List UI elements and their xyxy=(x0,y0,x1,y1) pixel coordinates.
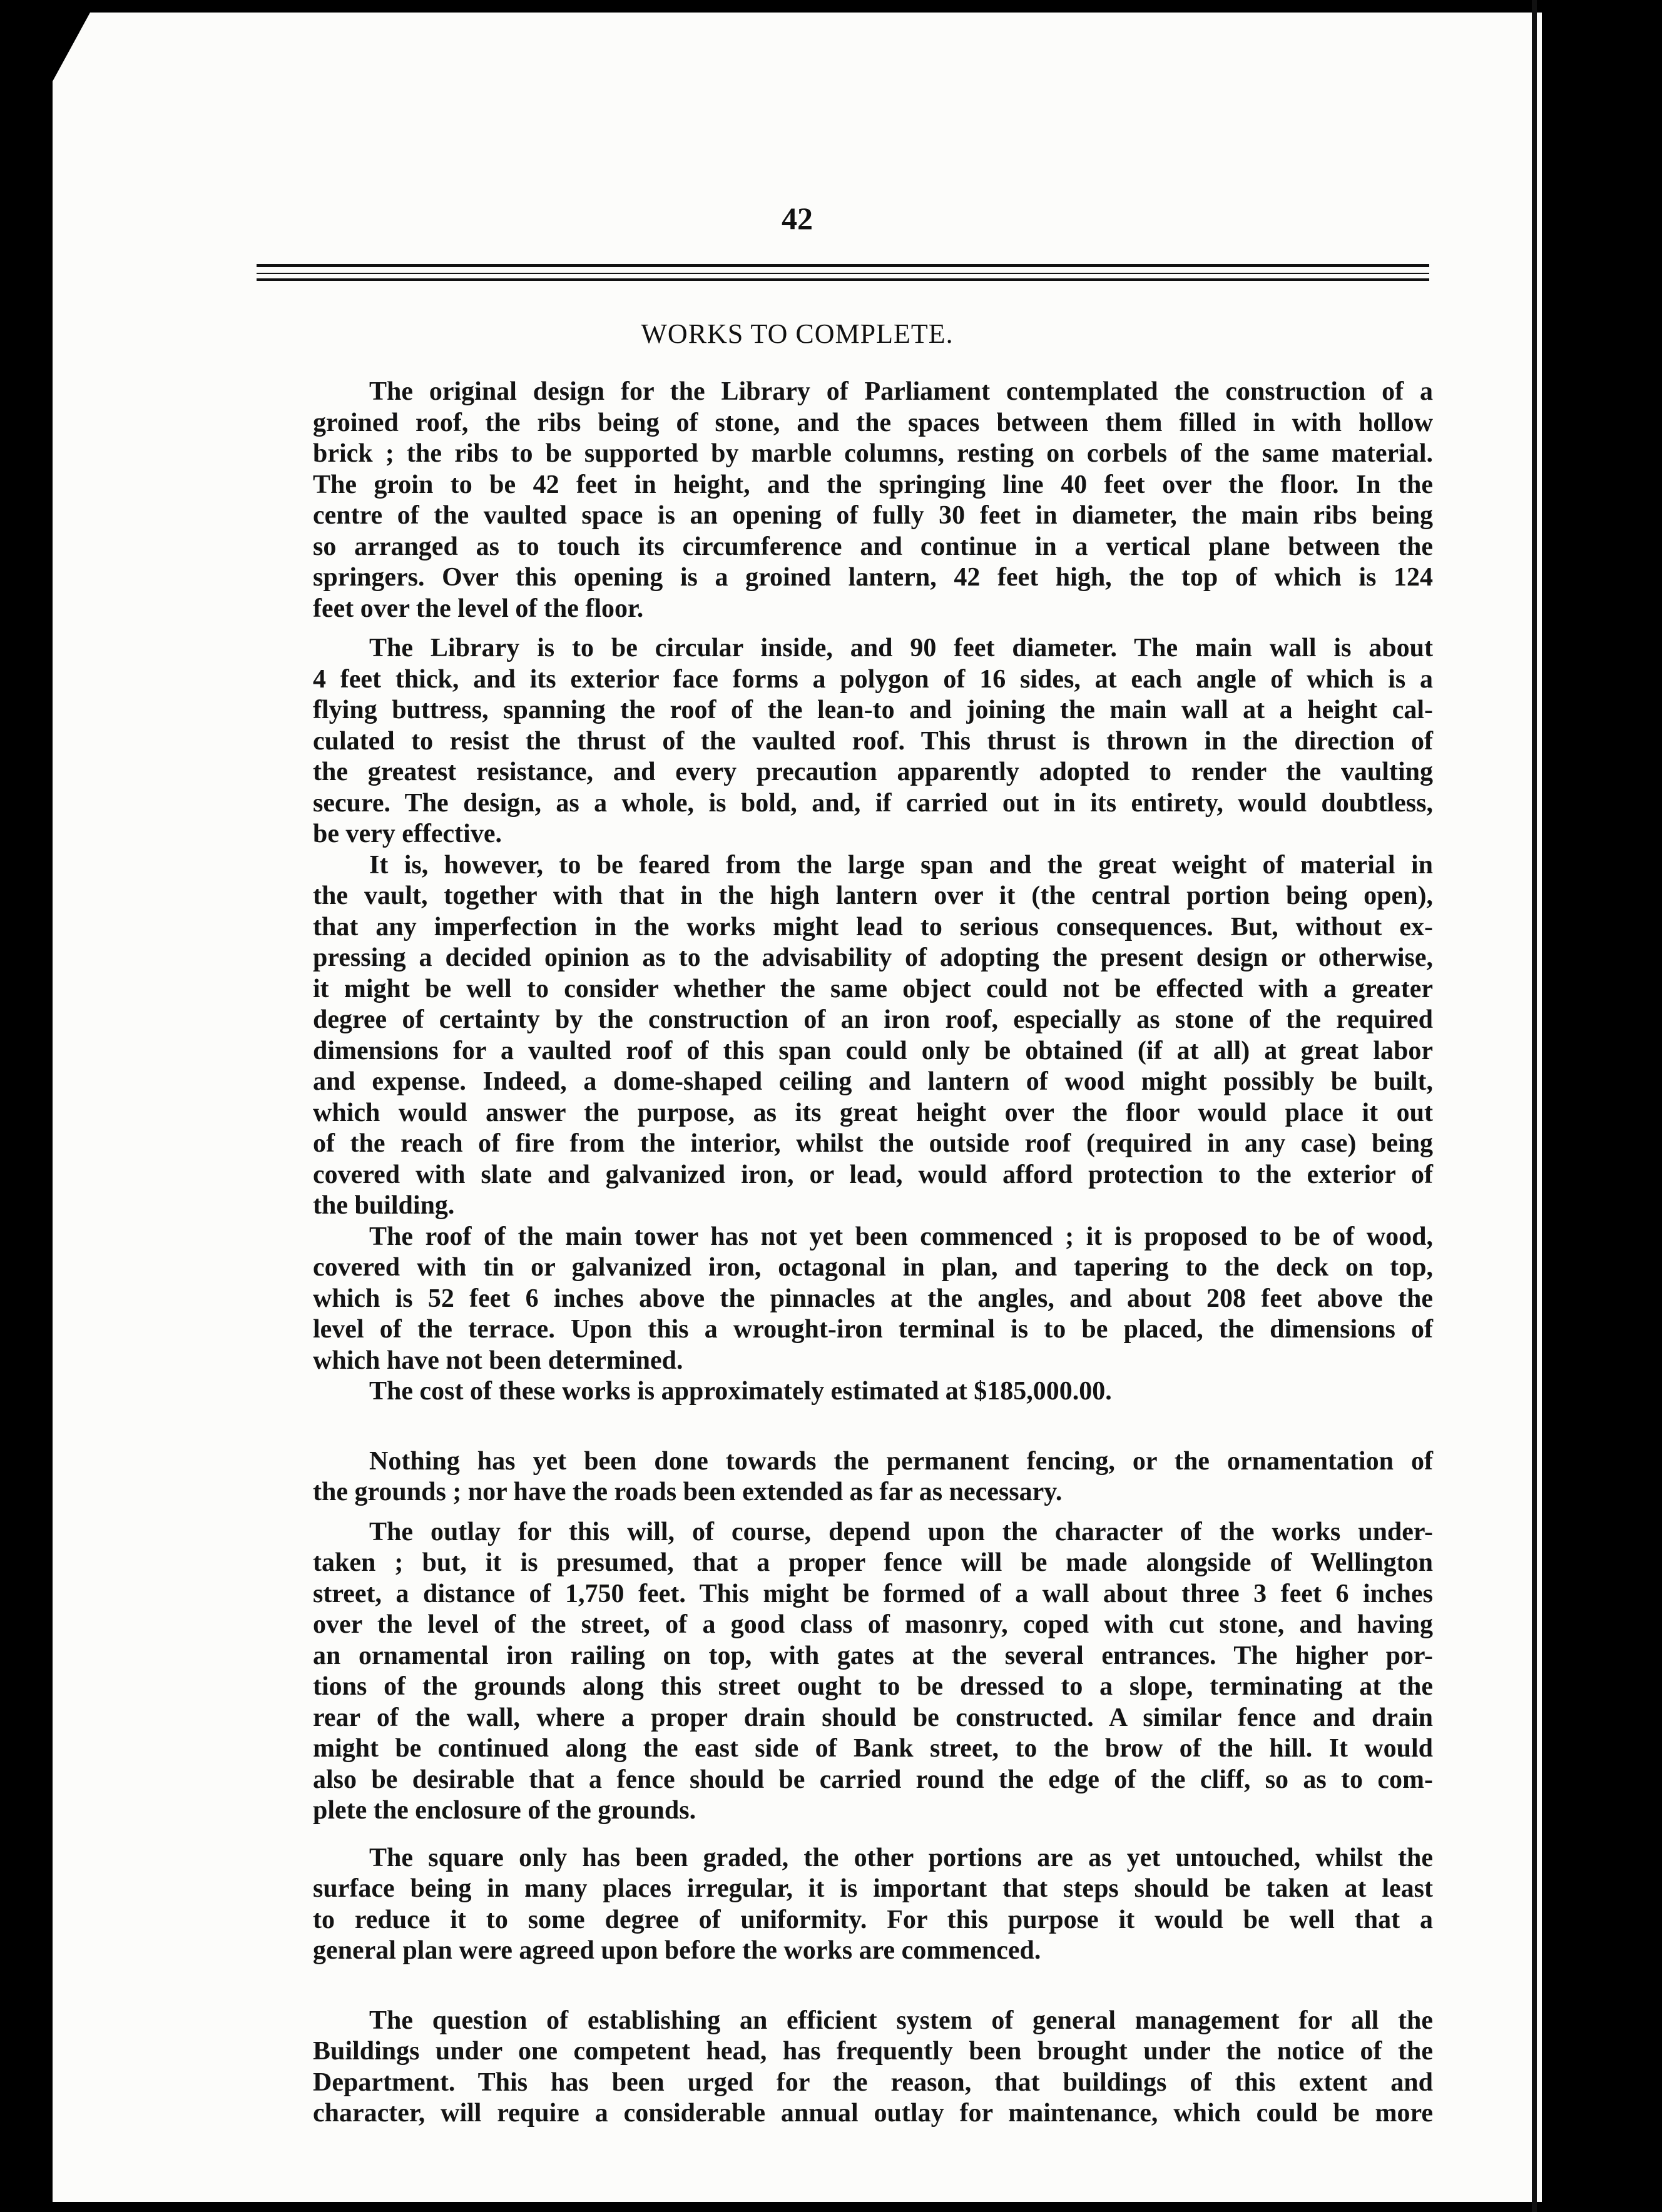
paragraph-cost-estimate xyxy=(257,1376,1433,1408)
text-line: which have not been determined. xyxy=(313,1346,683,1375)
text-line: 4 feet thick, and its exterior face forms a polygon of 16 sides, at each angle of which is a xyxy=(313,664,1433,694)
text-line: the greatest resistance, and every precaution apparently adopted to render the vaulting xyxy=(313,758,1433,786)
text-line: the building. xyxy=(313,1191,455,1220)
text-line: might be continued along the east side of Bank street, to the brow of the hill. It would xyxy=(313,1734,1433,1763)
text-line: also be desirable that a fence should be carried round the edge of the cliff, so as to com- xyxy=(313,1765,1433,1794)
text-line: brick ; the ribs to be supported by marble columns, resting on corbels of the same material. xyxy=(313,439,1433,468)
paragraph-library-walls xyxy=(257,633,1433,850)
text-line: taken ; but, it is presumed, that a proper fence will be made alongside of Wellington xyxy=(313,1548,1433,1577)
text-line: Buildings under one competent head, has frequently been brought under the notice of the xyxy=(313,2037,1433,2066)
text-line: plete the enclosure of the grounds. xyxy=(313,1796,696,1825)
text-line: culated to resist the thrust of the vaulted roof. This thrust is thrown in the direction of xyxy=(313,726,1433,756)
text-line: The Library is to be circular inside, and 90 feet diameter. The main wall is about xyxy=(369,634,1433,662)
paragraph-iron-roof xyxy=(257,850,1433,1222)
page-number: 42 xyxy=(782,201,813,236)
header-rule xyxy=(257,264,1429,267)
text-line: Nothing has yet been done towards the permanent fencing, or the ornamentation of xyxy=(369,1446,1433,1476)
text-line: be very effective. xyxy=(313,819,502,848)
text-line: The question of establishing an efficient system of general management for all the xyxy=(369,2006,1433,2035)
text-line: and expense. Indeed, a dome-shaped ceiling and lantern of wood might possibly be built, xyxy=(313,1067,1433,1096)
scan-border xyxy=(1542,0,1662,2212)
text-line: groined roof, the ribs being of stone, and the spaces between them filled in with hollow xyxy=(313,408,1433,437)
text-line: pressing a decided opinion as to the advisability of adopting the present design or otherwise, xyxy=(313,943,1433,972)
paragraph-library-roof xyxy=(257,377,1433,624)
text-line: which is 52 feet 6 inches above the pinnacles at the angles, and about 208 feet above the xyxy=(313,1284,1433,1313)
paragraph-grading xyxy=(257,1843,1433,1967)
text-line: to reduce it to some degree of uniformity. For this purpose it would be well that a xyxy=(313,1905,1433,1934)
paragraph-management xyxy=(257,2006,1433,2129)
text-line: The square only has been graded, the other portions are as yet untouched, whilst the xyxy=(369,1843,1433,1872)
text-line: street, a distance of 1,750 feet. This might be formed of a wall about three 3 feet 6 inches xyxy=(313,1579,1433,1608)
text-line: the vault, together with that in the high lantern over it (the central portion being open), xyxy=(313,881,1433,910)
text-line: surface being in many places irregular, it is important that steps should be taken at least xyxy=(313,1874,1433,1903)
text-line: The groin to be 42 feet in height, and the springing line 40 feet over the floor. In the xyxy=(313,470,1433,499)
text-line: that any imperfection in the works might lead to serious consequences. But, without ex- xyxy=(313,912,1433,941)
text-line: The outlay for this will, of course, depend upon the character of the works under- xyxy=(369,1517,1433,1546)
text-line: character, will require a considerable annual outlay for maintenance, which could be more xyxy=(313,2099,1433,2128)
header-rule-thin xyxy=(257,273,1429,274)
text-line: degree of certainty by the construction of an iron roof, especially as stone of the required xyxy=(313,1005,1433,1034)
scan-edge-line xyxy=(1532,0,1537,2212)
text-line: over the level of the street, of a good class of masonry, coped with cut stone, and having xyxy=(313,1610,1433,1639)
text-line: tions of the grounds along this street ought to be dressed to a slope, terminating at the xyxy=(313,1672,1433,1701)
text-line: rear of the wall, where a proper drain should be constructed. A similar fence and drain xyxy=(313,1703,1433,1732)
text-line: level of the terrace. Upon this a wrought-iron terminal is to be placed, the dimensions of xyxy=(313,1315,1433,1344)
text-line: centre of the vaulted space is an opening of fully 30 feet in diameter, the main ribs being xyxy=(313,501,1433,530)
text-line: feet over the level of the floor. xyxy=(313,594,644,623)
paragraph-fencing xyxy=(257,1446,1433,1508)
text-line: so arranged as to touch its circumference and continue in a vertical plane between the xyxy=(313,532,1433,561)
text-line: of the reach of fire from the interior, whilst the outside roof (required in any case) being xyxy=(313,1129,1433,1158)
text-line: an ornamental iron railing on top, with gates at the several entrances. The higher por- xyxy=(313,1641,1433,1670)
text-line: it might be well to consider whether the same object could not be effected with a greater xyxy=(313,974,1433,1003)
text-line: flying buttress, spanning the roof of the lean-to and joining the main wall at a height cal- xyxy=(313,696,1433,724)
text-line: It is, however, to be feared from the large span and the great weight of material in xyxy=(369,850,1433,880)
text-line: dimensions for a vaulted roof of this span could only be obtained (if at all) at great labor xyxy=(313,1036,1433,1065)
page-corner-curl xyxy=(53,13,90,81)
text-line: general plan were agreed upon before the works are commenced. xyxy=(313,1936,1041,1965)
text-line: The original design for the Library of Parliament contemplated the construction of a xyxy=(369,377,1433,406)
paragraph-tower-roof xyxy=(257,1222,1433,1377)
scanned-page xyxy=(53,13,1542,2202)
body-text xyxy=(257,377,1433,2129)
text-line: The cost of these works is approximately estimated at $185,000.00. xyxy=(369,1377,1112,1406)
text-line: springers. Over this opening is a groined lantern, 42 feet high, the top of which is 124 xyxy=(313,563,1433,592)
text-line: covered with tin or galvanized iron, octagonal in plan, and tapering to the deck on top, xyxy=(313,1253,1433,1282)
text-line: Department. This has been urged for the reason, that buildings of this extent and xyxy=(313,2067,1433,2097)
text-line: The roof of the main tower has not yet been commenced ; it is proposed to be of wood, xyxy=(369,1222,1433,1251)
text-line: the grounds ; nor have the roads been extended as far as necessary. xyxy=(313,1478,1063,1506)
text-line: secure. The design, as a whole, is bold, and, if carried out in its entirety, would doubtless, xyxy=(313,788,1433,818)
text-line: covered with slate and galvanized iron, or lead, would afford protection to the exterior of xyxy=(313,1160,1433,1189)
header-rule-bottom xyxy=(257,278,1429,281)
text-line: which would answer the purpose, as its great height over the floor would place it out xyxy=(313,1098,1433,1127)
section-heading: WORKS TO COMPLETE. xyxy=(641,318,954,349)
paragraph-outlay xyxy=(257,1517,1433,1827)
